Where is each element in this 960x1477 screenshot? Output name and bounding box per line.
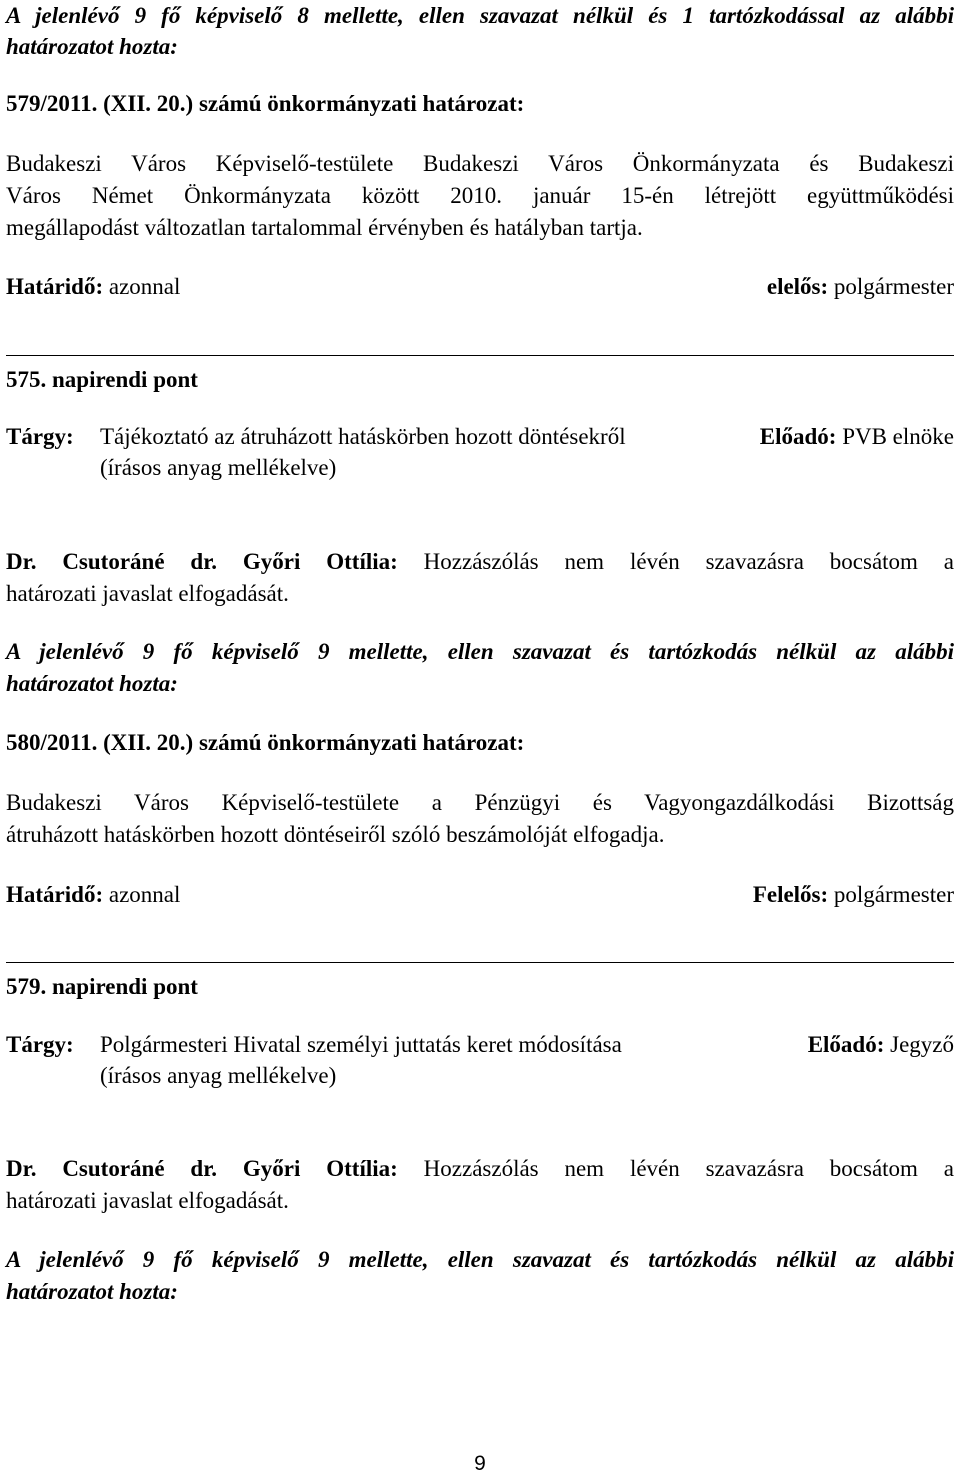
speech-line — [6, 546, 954, 577]
resolution-text-line: Város Német Önkormányzata között 2010. január 15-én létrejött együttműködési — [6, 183, 954, 208]
page-number: 9 — [474, 1452, 486, 1475]
vote-statement: A jelenlévő 9 fő képviselő 9 mellette, ellen szavazat és tartózkodás nélkül az alábbi — [6, 1247, 954, 1272]
presenter-value: PVB elnöke — [842, 424, 954, 449]
resolution-text-line: átruházott hatáskörben hozott döntéseiről szóló beszámolóját elfogadja. — [6, 822, 665, 847]
agenda-item-heading: 579. napirendi pont — [6, 974, 198, 999]
subject-label: Tárgy: — [6, 1032, 74, 1057]
speech-line-end: határozati javaslat elfogadását. — [6, 581, 289, 606]
speaker-name: Dr. Csutoráné dr. Győri Ottília: — [6, 1156, 398, 1181]
speech-line-end: határozati javaslat elfogadását. — [6, 1188, 289, 1213]
resolution-title: 580/2011. (XII. 20.) számú önkormányzati határozat: — [6, 730, 525, 755]
vote-statement: A jelenlévő 9 fő képviselő 8 mellette, ellen szavazat nélkül és 1 tartózkodással az alábbi — [6, 3, 954, 28]
responsible — [753, 879, 954, 910]
presenter — [760, 424, 954, 450]
agenda-item-heading: 575. napirendi pont — [6, 367, 198, 392]
document-page — [6, 0, 954, 1477]
resolution-text-line: Budakeszi Város Képviselő-testülete Budakeszi Város Önkormányzata és Budakeszi — [6, 151, 954, 176]
responsible — [767, 271, 954, 302]
responsible-value: polgármester — [833, 882, 954, 907]
presenter-label: Előadó: — [759, 424, 837, 449]
resolution-text-line: Budakeszi Város Képviselő-testülete a Pénzügyi és Vagyongazdálkodási Bizottság — [6, 790, 954, 815]
deadline-row — [6, 271, 954, 302]
vote-statement-end: határozatot hozta: — [6, 1279, 178, 1304]
speech-text: Hozzászólás nem lévén szavazásra bocsátom a — [423, 549, 955, 574]
responsible-label: elelős: — [766, 274, 829, 299]
vote-statement-end: határozatot hozta: — [6, 34, 178, 59]
subject-label: Tárgy: — [6, 424, 74, 449]
deadline — [6, 879, 180, 910]
resolution-text-line: megállapodást változatlan tartalommal érvényben és hatályban tartja. — [6, 215, 643, 240]
section-divider — [6, 962, 954, 963]
subject-note: (írásos anyag mellékelve) — [100, 1063, 337, 1088]
deadline-label: Határidő: — [6, 274, 104, 299]
presenter-value: Jegyző — [890, 1032, 954, 1057]
section-divider — [6, 355, 954, 356]
subject-text: Polgármesteri Hivatal személyi juttatás keret módosítása — [100, 1032, 622, 1057]
deadline — [6, 271, 180, 302]
presenter — [808, 1032, 954, 1058]
speaker-name: Dr. Csutoráné dr. Győri Ottília: — [6, 549, 398, 574]
vote-statement-end: határozatot hozta: — [6, 671, 178, 696]
deadline-value: azonnal — [108, 274, 181, 299]
deadline-value: azonnal — [108, 882, 181, 907]
resolution-title: 579/2011. (XII. 20.) számú önkormányzati határozat: — [6, 91, 525, 116]
subject-note: (írásos anyag mellékelve) — [100, 455, 337, 480]
deadline-row — [6, 879, 954, 910]
subject-text: Tájékoztató az átruházott hatáskörben hozott döntésekről — [100, 424, 626, 449]
speech-text: Hozzászólás nem lévén szavazásra bocsátom a — [423, 1156, 955, 1181]
responsible-label: Felelős: — [752, 882, 829, 907]
vote-statement: A jelenlévő 9 fő képviselő 9 mellette, ellen szavazat és tartózkodás nélkül az alábbi — [6, 639, 954, 664]
responsible-value: polgármester — [833, 274, 954, 299]
presenter-label: Előadó: — [807, 1032, 885, 1057]
speech-line — [6, 1153, 954, 1184]
deadline-label: Határidő: — [6, 882, 104, 907]
